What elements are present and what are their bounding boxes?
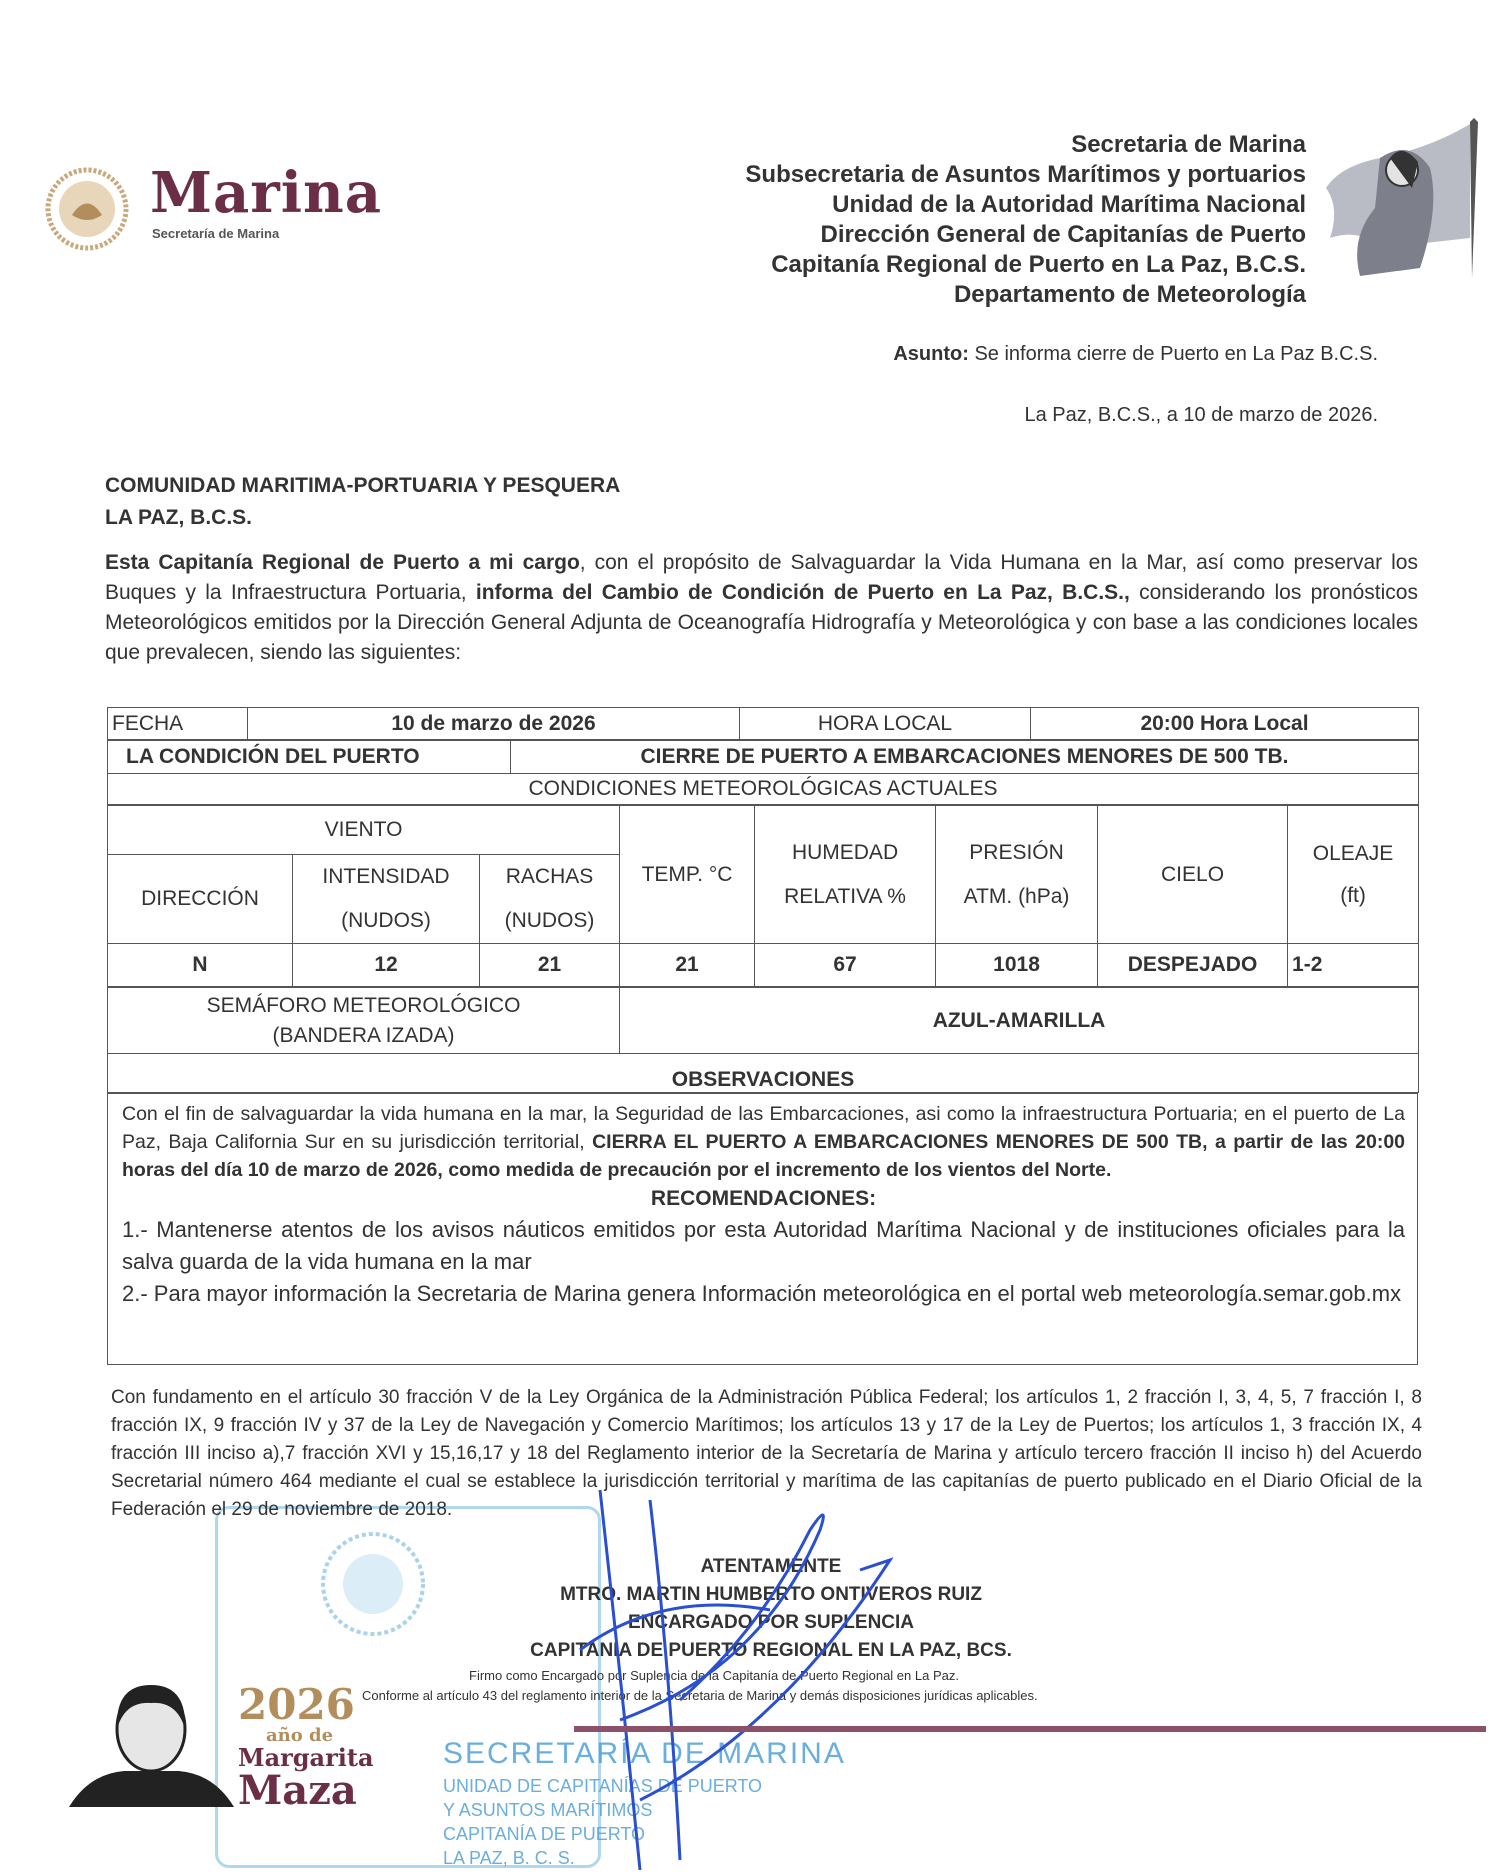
document-date: La Paz, B.C.S., a 10 de marzo de 2026. <box>1024 404 1378 426</box>
legal-basis-paragraph: Con fundamento en el artículo 30 fracción V de la Ley Orgánica de la Administración Pública Federal; los artículos 1, 2 fracción I, 3, 4, 5, 7 fracción I, 8 fracción IX, 9 fracción IV y 37 de la Ley de Navegación y Comercio Marítimos; los artículos 13 y 17 de la Ley de Puertos; los artículos 1, 3 fracción IX, 4 fracción III inciso a),7 fracción XVI y 15,16,17 y 18 del Reglamento interior de la Secretaría de Marina y artículo tercero fracción II inciso h) del Acuerdo Secretarial número 464 mediante el cual se establece la jurisdicción territorial y marítima de las capitanías de puerto publicado en el Diario Oficial de la Federación el 29 de noviembre de 2018. <box>111 1387 1422 1520</box>
signer-role: ENCARGADO POR SUPLENCIA <box>627 1612 915 1633</box>
intro-text: , con el propósito de Salvaguardar la Vida Humana en la Mar, así como preservar los Buques y la Infraestructura Portuaria, <box>105 551 1418 604</box>
intensidad-label: INTENSIDAD <box>322 865 450 888</box>
flag-heroine-illustration <box>1320 118 1496 280</box>
signer-office: CAPITANIA DE PUERTO REGIONAL EN LA PAZ, BCS. <box>530 1640 1012 1661</box>
stamp-text: LA PAZ, B. C. S. <box>443 1848 575 1868</box>
stamp-text: Y ASUNTOS MARÍTIMOS <box>443 1800 653 1820</box>
recipient-block <box>105 470 620 534</box>
semaforo-label <box>108 988 620 1054</box>
hora-value: 20:00 Hora Local <box>1031 708 1419 740</box>
direccion-header: DIRECCIÓN <box>108 855 293 944</box>
humedad-unit: RELATIVA % <box>784 884 906 908</box>
cielo-value: DESPEJADO <box>1098 944 1288 987</box>
semaforo-value: AZUL-AMARILLA <box>620 988 1419 1054</box>
presion-unit: ATM. (hPa) <box>963 884 1070 908</box>
humedad-value: 67 <box>755 944 936 987</box>
brand-logo-text: Marina <box>150 160 383 226</box>
footer-year: 2026 <box>238 1680 355 1729</box>
intro-bold: Esta Capitanía Regional de Puerto a mi cargo <box>105 551 580 574</box>
section-title: CONDICIONES METEOROLÓGICAS ACTUALES <box>108 774 1419 805</box>
temp-header: TEMP. °C <box>620 806 755 944</box>
humedad-header <box>755 806 936 944</box>
presion-header <box>936 806 1098 944</box>
direccion-value: N <box>108 944 293 987</box>
header-line: Unidad de la Autoridad Marítima Nacional <box>832 191 1306 218</box>
port-condition-table <box>107 707 1419 1365</box>
header-line: Capitanía Regional de Puerto en La Paz, B.C.S. <box>771 251 1306 278</box>
recomendacion-item: 1.- Mantenerse atentos de los avisos náuticos emitidos por esta Autoridad Marítima Nacional y de instituciones oficiales para la salva guarda de la vida humana en la mar <box>122 1217 1405 1274</box>
handwritten-signature <box>560 1470 920 1870</box>
issuing-office-header <box>745 130 1306 310</box>
intro-bold: informa del Cambio de Condición de Puerto en La Paz, B.C.S., <box>475 581 1130 604</box>
recomendacion-item: 2.- Para mayor información la Secretaria de Marina genera Información meteorológica en el portal web meteorología.semar.gob.mx <box>122 1281 1402 1306</box>
footer-line: año de <box>266 1725 334 1746</box>
rachas-header <box>480 855 620 944</box>
observaciones-body <box>108 1094 1418 1365</box>
conditions-row <box>108 944 1419 987</box>
intensidad-header <box>293 855 480 944</box>
fecha-label: FECHA <box>108 708 248 740</box>
margarita-maza-portrait <box>69 1679 234 1807</box>
obs-text: Con el fin de salvaguardar la vida humana en la mar, la Seguridad de las Embarcaciones, asi como la infraestructura Portuaria; en el puerto de La Paz, Baja California Sur en su jurisdicción territorial, <box>122 1103 1405 1153</box>
rachas-value: 21 <box>480 944 620 987</box>
temp-value: 21 <box>620 944 755 987</box>
recipient-line: COMUNIDAD MARITIMA-PORTUARIA Y PESQUERA <box>105 474 621 497</box>
humedad-label: HUMEDAD <box>791 840 899 864</box>
subject-line <box>893 343 1378 366</box>
coat-of-arms-emblem <box>42 167 132 251</box>
signature-note: Conforme al artículo 43 del reglamento interior de la Secretaria de Marina y demás disposiciones jurídicas aplicables. <box>362 1688 1038 1703</box>
closing: ATENTAMENTE <box>700 1556 842 1577</box>
observaciones-text <box>122 1100 1405 1184</box>
intensidad-unit: (NUDOS) <box>341 909 431 932</box>
presion-value: 1018 <box>936 944 1098 987</box>
fecha-value: 10 de marzo de 2026 <box>248 708 740 740</box>
semaforo-title: SEMÁFORO METEOROLÓGICO <box>206 993 521 1017</box>
oleaje-label: OLEAJE <box>1312 841 1394 865</box>
oleaje-value: 1-2 <box>1288 944 1419 987</box>
stamp-text: SECRETARÍA DE MARINA <box>443 1737 846 1770</box>
rachas-unit: (NUDOS) <box>504 909 595 932</box>
oleaje-unit: (ft) <box>1340 883 1366 907</box>
recomendaciones-title: RECOMENDACIONES: <box>650 1187 877 1210</box>
rachas-label: RACHAS <box>505 865 594 888</box>
stamp-text: UNIDAD DE CAPITANÍAS DE PUERTO <box>443 1776 763 1796</box>
presion-label: PRESIÓN <box>969 840 1064 864</box>
footer-line: Margarita <box>238 1743 374 1772</box>
header-line: Dirección General de Capitanías de Puerto <box>820 221 1306 248</box>
header-line: Departamento de Meteorología <box>953 281 1306 308</box>
condicion-value: CIERRE DE PUERTO A EMBARCACIONES MENORES DE 500 TB. <box>511 741 1419 774</box>
semaforo-subtitle: (BANDERA IZADA) <box>272 1023 455 1047</box>
intensidad-value: 12 <box>293 944 480 987</box>
oleaje-header <box>1288 806 1419 944</box>
recipient-line: LA PAZ, B.C.S. <box>105 506 252 529</box>
header-line: Secretaria de Marina <box>1071 131 1306 158</box>
viento-header: VIENTO <box>108 806 620 855</box>
condicion-label: LA CONDICIÓN DEL PUERTO <box>108 741 511 774</box>
header-line: Subsecretaria de Asuntos Marítimos y portuarios <box>745 161 1306 188</box>
intro-paragraph <box>105 548 1418 668</box>
footer-year-motto <box>238 1680 374 1814</box>
footer-line: Maza <box>238 1767 357 1814</box>
obs-bold: CIERRA EL PUERTO A EMBARCACIONES MENORES DE 500 TB, a partir de las 20:00 horas del día 10 de marzo de 2026, como medida de precaución por el incremento de los vientos del Norte. <box>122 1131 1406 1181</box>
subject-label: Asunto: <box>893 343 969 365</box>
observaciones-title: OBSERVACIONES <box>108 1054 1419 1093</box>
intro-text: considerando los pronósticos Meteorológicos emitidos por la Dirección General Adjunta de Oceanografía Hidrografía y Meteorológica y con base a las condiciones locales que prevalecen, siendo las siguientes: <box>105 581 1418 664</box>
subject-text: Se informa cierre de Puerto en La Paz B.C.S. <box>968 343 1378 365</box>
hora-label: HORA LOCAL <box>740 708 1031 740</box>
footer-divider <box>574 1726 1486 1732</box>
signer-name: MTRO. MARTIN HUMBERTO ONTIVEROS RUIZ <box>560 1584 982 1605</box>
brand-logo-subtitle: Secretaría de Marina <box>152 226 280 241</box>
stamp-text: CAPITANÍA DE PUERTO <box>443 1824 646 1844</box>
signature-note: Firmo como Encargado por Suplencia de la Capitanía de Puerto Regional en La Paz. <box>469 1668 959 1683</box>
cielo-header: CIELO <box>1098 806 1288 944</box>
